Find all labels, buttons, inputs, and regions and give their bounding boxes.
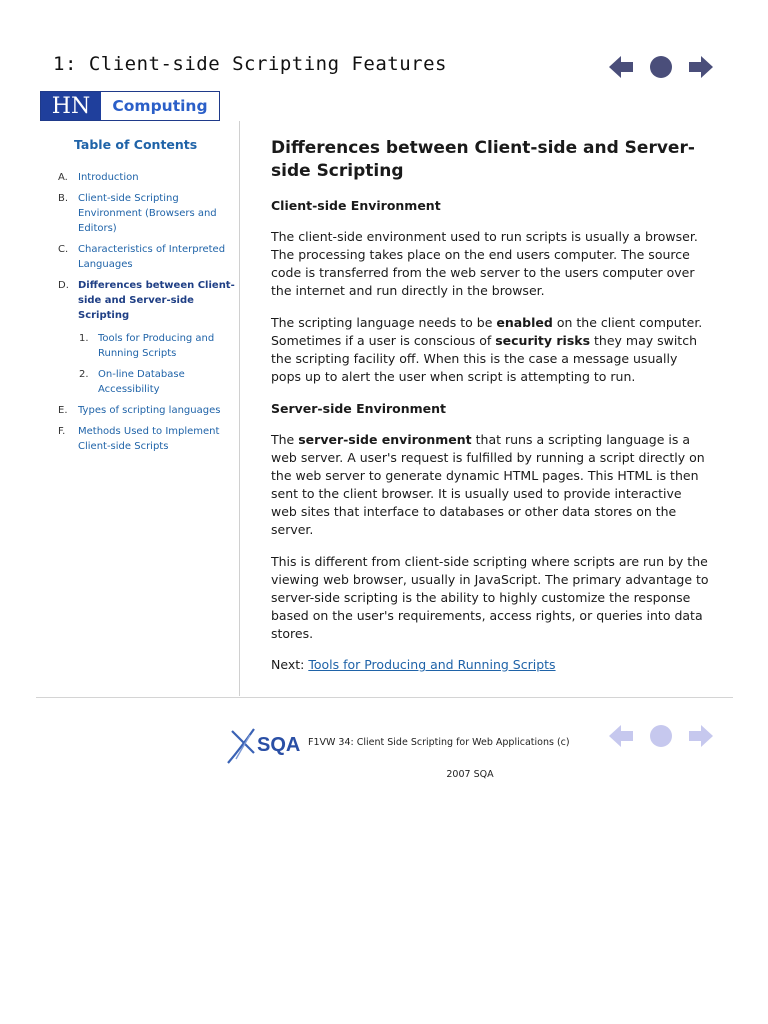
toc-link[interactable]: Introduction	[78, 172, 139, 183]
next-link-line	[271, 656, 711, 674]
toc-item-methods	[58, 424, 240, 454]
arrow-right-icon	[688, 55, 714, 79]
home-button[interactable]	[649, 55, 673, 79]
footer-next-button[interactable]	[688, 724, 714, 748]
toc-item-types	[58, 403, 240, 418]
text-span: that runs a scripting language is a web server. A user's request is fulfilled by running a script directly on the web server to generate dynamic HTML pages. This HTML is then sent to the client browser. It is usually used to provide interactive web sites that interface to databases or other data stores on the server.	[271, 432, 705, 537]
toc-link[interactable]: Client-side Scripting Environment (Browsers and Editors)	[78, 193, 217, 234]
table-of-contents	[58, 170, 240, 460]
emphasis-server-side-environment: server-side environment	[298, 432, 472, 447]
client-side-paragraph-2	[271, 314, 711, 386]
toc-current-item: Differences between Client-side and Server-side Scripting	[78, 280, 235, 321]
toc-marker: 2.	[79, 369, 89, 380]
footer-previous-button[interactable]	[608, 724, 634, 748]
emphasis-enabled: enabled	[496, 315, 553, 330]
circle-icon	[649, 55, 673, 79]
toc-marker: F.	[58, 426, 66, 437]
text-span: they may switch the scripting facility off. When this is the case a message usually pops up to alert the user when script is attempting to run.	[271, 333, 698, 384]
text-span: on the client computer. Sometimes if a user is conscious of	[271, 315, 703, 348]
client-side-heading: Client-side Environment	[271, 198, 441, 213]
client-side-paragraph-1: The client-side environment used to run scripts is usually a browser. The processing takes place on the end users computer. The source code is transferred from the web server to the users computer over the internet and run directly in the browser.	[271, 229, 698, 298]
toc-marker: A.	[58, 172, 68, 183]
arrow-left-icon	[608, 724, 634, 748]
top-navigation	[606, 54, 716, 80]
toc-link[interactable]: Methods Used to Implement Client-side Scripts	[78, 426, 220, 452]
next-page-link[interactable]: Tools for Producing and Running Scripts	[308, 657, 556, 672]
toc-marker: D.	[58, 280, 69, 291]
circle-icon	[649, 724, 673, 748]
computing-logo-label: Computing	[112, 97, 208, 115]
toc-item-introduction	[58, 170, 240, 185]
toc-item-environment	[58, 191, 240, 236]
page-title: 1: Client-side Scripting Features	[53, 53, 447, 75]
text-span: The	[271, 432, 299, 447]
footer-year-text: 2007 SQA	[446, 769, 494, 780]
server-side-heading: Server-side Environment	[271, 401, 447, 416]
toc-marker: E.	[58, 405, 68, 416]
next-label: Next:	[271, 657, 309, 672]
footer-divider	[36, 697, 733, 698]
main-content	[271, 137, 711, 674]
toc-marker: 1.	[79, 333, 89, 344]
toc-item-characteristics	[58, 242, 240, 272]
toc-marker: B.	[58, 193, 69, 204]
toc-link[interactable]: Tools for Producing and Running Scripts	[98, 333, 215, 359]
toc-item-differences	[58, 278, 240, 397]
toc-marker: C.	[58, 244, 69, 255]
text-span: The scripting language needs to be	[271, 315, 497, 330]
previous-page-button[interactable]	[608, 55, 634, 79]
toc-link[interactable]: Characteristics of Interpreted Languages	[78, 244, 226, 270]
next-page-button[interactable]	[688, 55, 714, 79]
emphasis-security-risks: security risks	[495, 333, 591, 348]
sqa-logo	[226, 723, 304, 765]
hn-computing-logo	[40, 91, 220, 121]
hn-logo-mark: HN	[41, 92, 101, 120]
arrow-left-icon	[608, 55, 634, 79]
toc-subitems	[78, 331, 240, 397]
footer-course-text: F1VW 34: Client Side Scripting for Web Applications (c)	[308, 737, 570, 748]
footer-navigation	[606, 723, 716, 749]
server-side-paragraph-2: This is different from client-side scripting where scripts are run by the viewing web browser, usually in JavaScript. The primary advantage to server-side scripting is the ability to highly customize the response based on the user's requirements, access rights, or queries into data stores.	[271, 554, 709, 641]
sqa-saltire-icon	[226, 723, 304, 765]
sidebar	[40, 121, 240, 696]
sqa-logo-text: SQA	[257, 734, 301, 756]
server-side-paragraph-1	[271, 431, 711, 539]
toc-subitem-tools	[58, 331, 240, 361]
toc-title: Table of Contents	[74, 137, 198, 152]
footer-home-button[interactable]	[649, 724, 673, 748]
content-heading: Differences between Client-side and Server-side Scripting	[271, 138, 695, 181]
arrow-right-icon	[688, 724, 714, 748]
toc-link[interactable]: Types of scripting languages	[78, 405, 221, 416]
toc-link[interactable]: On-line Database Accessibility	[98, 369, 185, 395]
toc-subitem-database	[58, 367, 240, 397]
